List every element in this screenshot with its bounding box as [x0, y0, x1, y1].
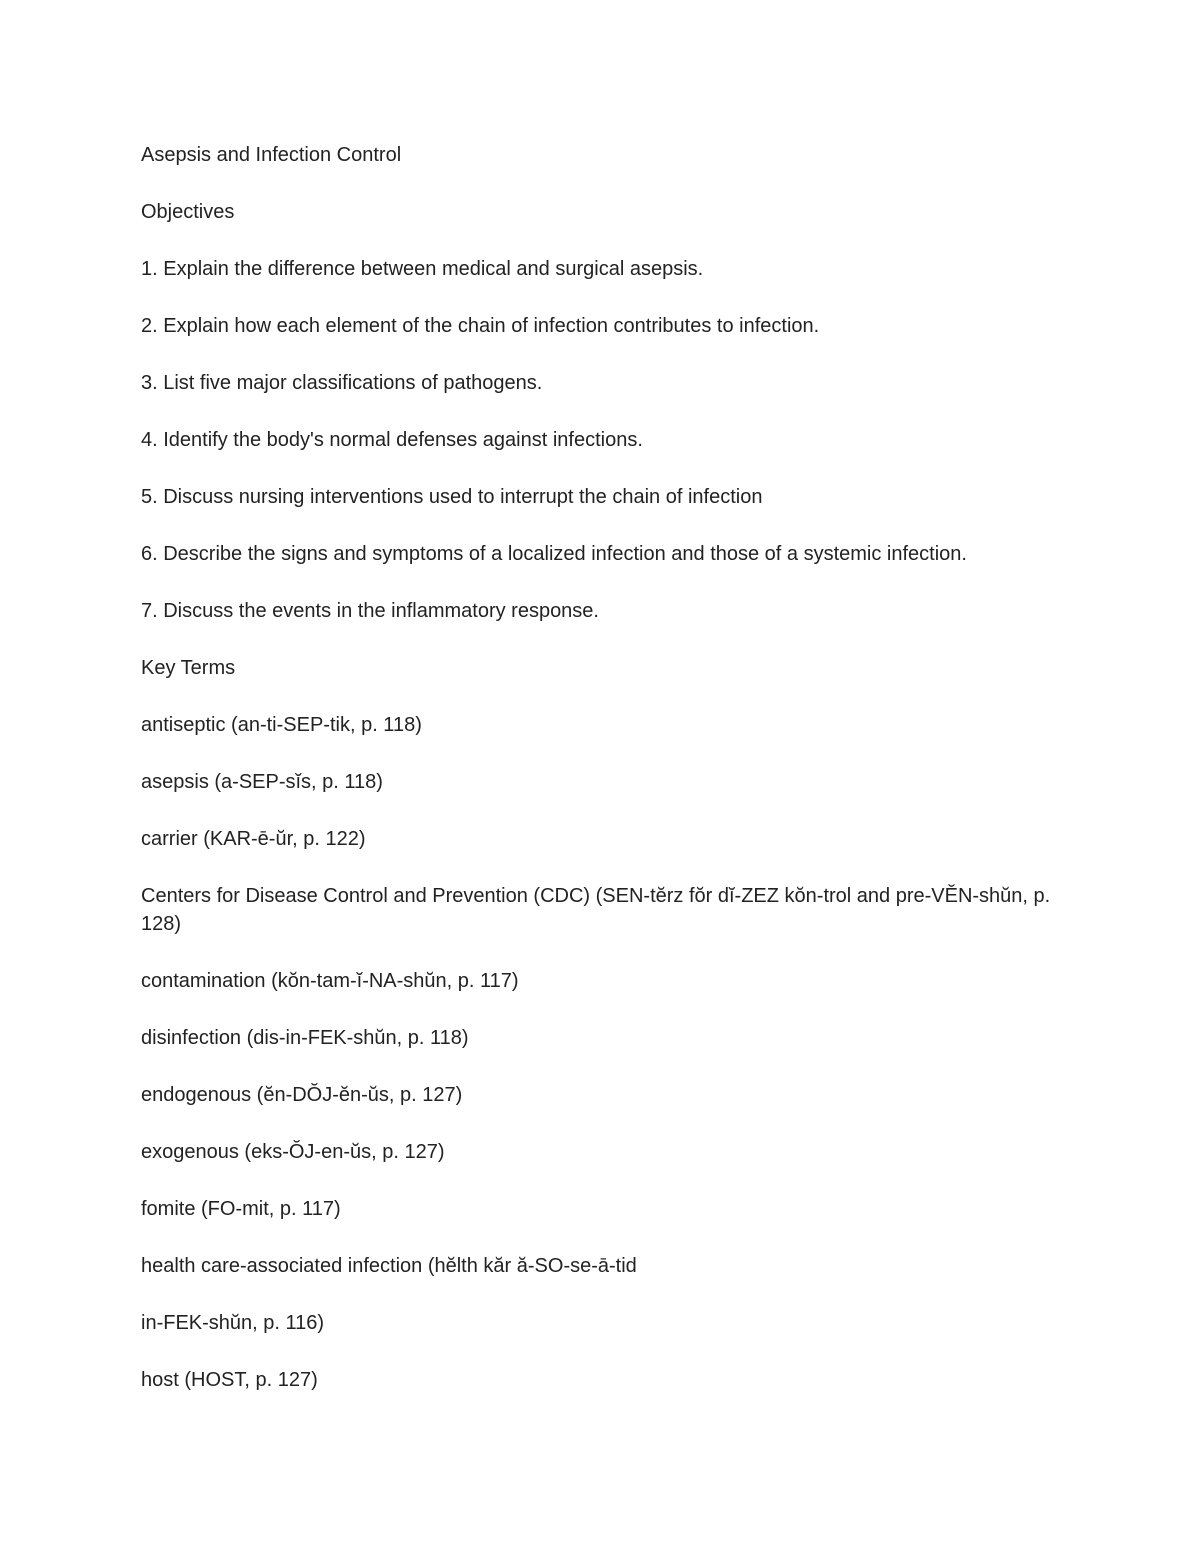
key-term-item: disinfection (dis-in-FEK-shŭn, p. 118) — [141, 1027, 469, 1049]
key-terms-heading: Key Terms — [141, 657, 236, 679]
objective-item: 3. List five major classifications of pathogens. — [141, 372, 543, 394]
key-term-item: fomite (FO-mit, p. 117) — [141, 1198, 341, 1220]
key-term-item: asepsis (a-SEP-sĭs, p. 118) — [141, 771, 383, 793]
document-content — [141, 141, 1071, 1423]
objective-item: 6. Describe the signs and symptoms of a localized infection and those of a systemic infection. — [141, 543, 967, 565]
key-term-item: carrier (KAR-ē-ŭr, p. 122) — [141, 828, 366, 850]
objective-item: 4. Identify the body's normal defenses against infections. — [141, 429, 643, 451]
objective-item: 5. Discuss nursing interventions used to interrupt the chain of infection — [141, 486, 763, 508]
key-term-item: host (HOST, p. 127) — [141, 1369, 318, 1391]
key-term-item: endogenous (ĕn-DŎJ-ĕn-ŭs, p. 127) — [141, 1084, 463, 1106]
objectives-heading: Objectives — [141, 201, 235, 223]
key-term-item: in-FEK-shŭn, p. 116) — [141, 1312, 325, 1334]
objective-item: 1. Explain the difference between medical and surgical asepsis. — [141, 258, 704, 280]
key-term-item: health care-associated infection (hĕlth kăr ă-SO-se-ā-tid — [141, 1255, 637, 1277]
document-title: Asepsis and Infection Control — [141, 144, 402, 166]
key-term-item: exogenous (eks-ŎJ-en-ŭs, p. 127) — [141, 1141, 445, 1163]
key-term-item: antiseptic (an-ti-SEP-tik, p. 118) — [141, 714, 422, 736]
key-term-item: contamination (kŏn-tam-ĭ-NA-shŭn, p. 117) — [141, 970, 519, 992]
objective-item: 2. Explain how each element of the chain of infection contributes to infection. — [141, 315, 820, 337]
objective-item: 7. Discuss the events in the inflammatory response. — [141, 600, 599, 622]
key-term-item: Centers for Disease Control and Prevention (CDC) (SEN-tĕrz fŏr dĭ-ZEZ kŏn-trol and pre-VĔN-shŭn, p. 128) — [141, 885, 1051, 935]
